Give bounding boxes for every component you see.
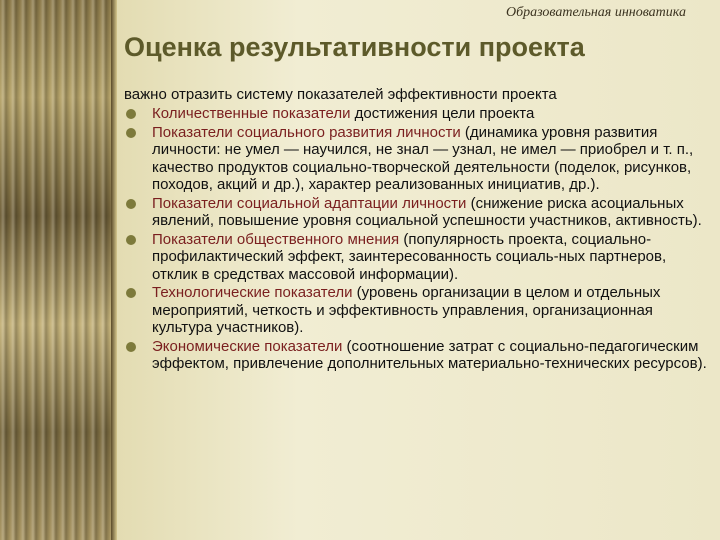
bullet-dot-icon: [126, 235, 136, 245]
indicator-term: Экономические показатели: [152, 337, 343, 355]
indicator-term: Показатели общественного мнения: [152, 230, 400, 248]
indicator-term: Показатели социальной адаптации личности: [152, 194, 467, 212]
indicator-text: (снижение риска асоциальных явлений, повышение уровня социальной успешности участников, активность).: [152, 194, 702, 229]
indicator-text: (соотношение затрат с социально-педагогическим эффектом, привлечение дополнительных материально-технических ресурсов).: [152, 337, 707, 372]
decorative-side-panel: [0, 0, 117, 540]
indicator-text: (уровень организации в целом и отдельных мероприятий, четкость и эффективность управления, организационная культура участников).: [152, 284, 661, 336]
list-item: [124, 195, 714, 230]
list-item: [124, 124, 714, 194]
indicator-term: Показатели социального развития личности: [152, 123, 461, 141]
indicator-text: достижения цели проекта: [350, 105, 535, 122]
indicator-text: (популярность проекта, социально-профилактический эффект, заинтересованность социаль-ных партнеров, отклик в средствах массовой информации).: [152, 230, 667, 283]
intro-text: важно отразить систему показателей эффективности проекта: [124, 86, 557, 103]
page-title: Оценка результативности проекта: [124, 32, 585, 62]
slide-content: [117, 0, 720, 540]
bullet-dot-icon: [126, 342, 136, 352]
indicator-list: [124, 105, 714, 374]
list-item: [124, 105, 714, 123]
indicator-text: (динамика уровня развития личности: не умел — научился, не знал — узнал, не имел — приобрел и т. п., качество продуктов социально-творческой деятельности (поделок, рисунков, походов, акций и др.), характер реализованных инициатив, др.).: [152, 123, 694, 193]
bullet-dot-icon: [126, 288, 136, 298]
bullet-dot-icon: [126, 199, 136, 209]
bullet-dot-icon: [126, 109, 136, 119]
list-item: [124, 284, 714, 337]
indicator-term: Технологические показатели: [152, 284, 353, 301]
list-item: [124, 231, 714, 284]
indicator-term: Количественные показатели: [152, 105, 351, 122]
header-label: Образовательная инноватика: [506, 5, 686, 20]
list-item: [124, 338, 714, 373]
bullet-dot-icon: [126, 128, 136, 138]
